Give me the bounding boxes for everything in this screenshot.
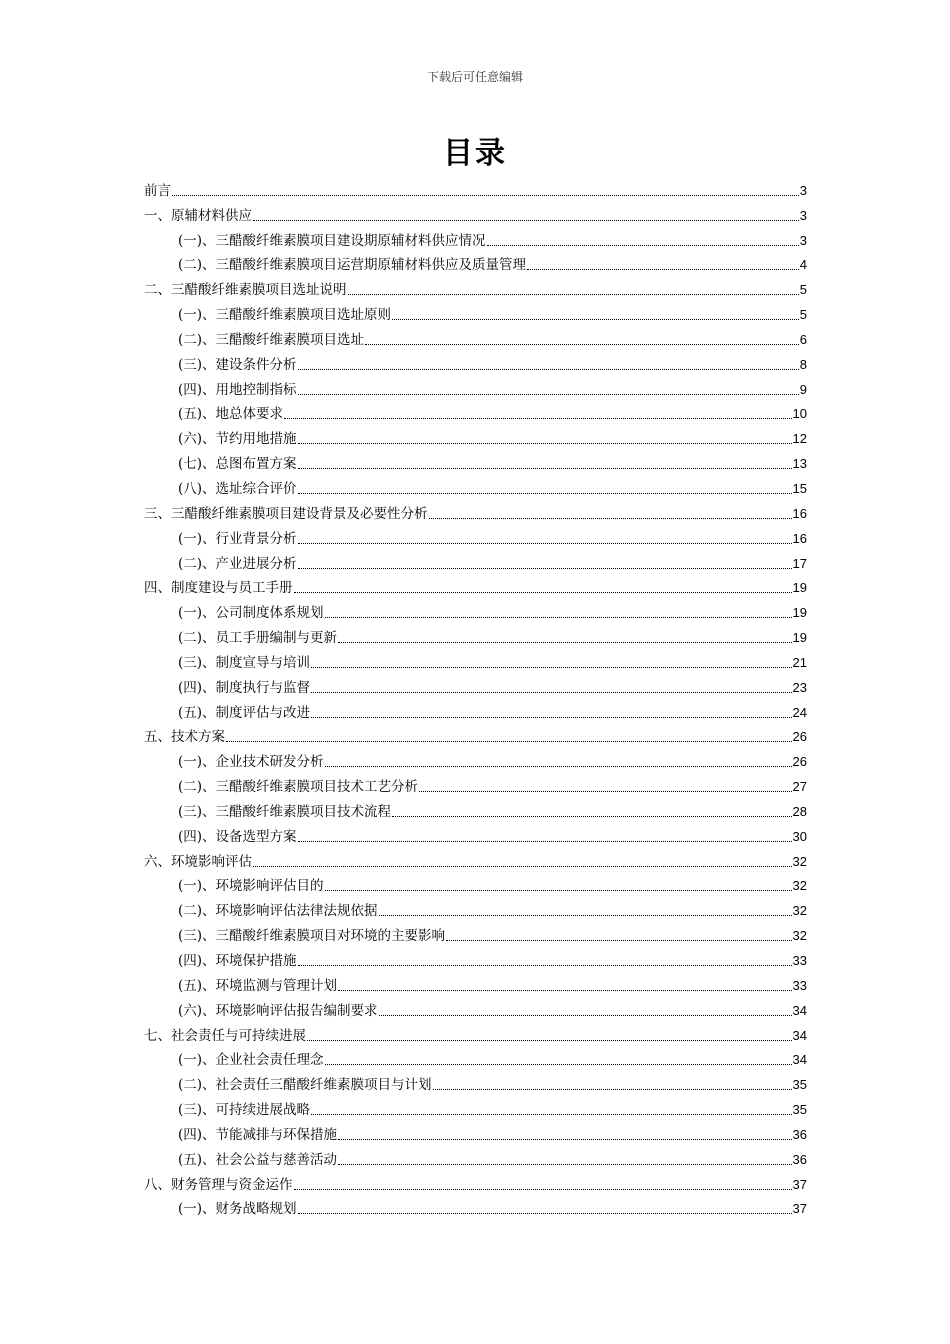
toc-entry-page-number: 33: [792, 953, 807, 968]
toc-dot-leader: [325, 1063, 792, 1065]
toc-dot-leader: [298, 964, 792, 966]
toc-entry-label: (一)、企业技术研发分析: [178, 754, 324, 771]
toc-entry[interactable]: [144, 970, 807, 995]
toc-dot-leader: [311, 666, 791, 668]
toc-dot-leader: [487, 244, 799, 246]
toc-entry-page-number: 32: [792, 853, 807, 869]
toc-dot-leader: [433, 1088, 792, 1090]
toc-entry-page-number: 8: [799, 356, 807, 372]
toc-entry-page-number: 4: [799, 257, 807, 273]
toc-entry[interactable]: [144, 349, 807, 374]
toc-dot-leader: [379, 914, 792, 916]
toc-entry[interactable]: [144, 1194, 807, 1219]
toc-entry[interactable]: [144, 175, 807, 200]
toc-entry-label: (四)、节能减排与环保措施: [178, 1126, 338, 1143]
toc-entry-page-number: 24: [792, 704, 807, 720]
toc-entry[interactable]: [144, 498, 807, 523]
toc-dot-leader: [307, 1039, 792, 1041]
toc-entry-label: 一、原辅材料供应: [144, 207, 252, 224]
toc-entry-label: (二)、产业进展分析: [178, 555, 297, 572]
toc-entry[interactable]: [144, 399, 807, 424]
toc-entry-page-number: 26: [792, 729, 807, 745]
toc-entry-page-number: 23: [792, 679, 807, 695]
toc-entry-page-number: 6: [799, 331, 807, 347]
toc-entry[interactable]: [144, 796, 807, 821]
toc-entry-page-number: 33: [792, 977, 807, 993]
toc-entry-label: (三)、可持续进展战略: [178, 1102, 311, 1119]
toc-entry-page-number: 3: [799, 182, 807, 198]
toc-entry-page-number: 19: [792, 630, 807, 646]
toc-entry-label: (七)、总图布置方案: [178, 456, 297, 473]
toc-entry-page-number: 5: [799, 307, 807, 323]
toc-entry[interactable]: [144, 1119, 807, 1144]
toc-dot-leader: [253, 865, 792, 867]
toc-entry[interactable]: [144, 895, 807, 920]
toc-entry[interactable]: [144, 597, 807, 622]
toc-entry-page-number: 34: [792, 1027, 807, 1043]
toc-entry[interactable]: [144, 299, 807, 324]
toc-entry-label: (一)、环境影响评估目的: [178, 878, 324, 895]
toc-entry-label: 前言: [144, 182, 171, 199]
toc-entry-page-number: 19: [792, 580, 807, 596]
toc-entry[interactable]: [144, 771, 807, 796]
toc-entry-page-number: 34: [792, 1002, 807, 1018]
toc-entry-page-number: 35: [792, 1077, 807, 1093]
toc-entry-label: (三)、建设条件分析: [178, 356, 297, 373]
toc-dot-leader: [253, 219, 799, 221]
toc-entry-label: (二)、三醋酸纤维素膜项目选址: [178, 331, 365, 348]
toc-entry[interactable]: [144, 945, 807, 970]
toc-entry-label: (二)、三醋酸纤维素膜项目技术工艺分析: [178, 779, 419, 796]
toc-entry[interactable]: [144, 448, 807, 473]
toc-entry-label: 五、技术方案: [144, 729, 225, 746]
toc-entry[interactable]: [144, 1045, 807, 1070]
toc-dot-leader: [446, 939, 791, 941]
toc-dot-leader: [527, 268, 799, 270]
toc-entry-page-number: 19: [792, 605, 807, 621]
toc-dot-leader: [298, 840, 792, 842]
table-of-contents: [144, 175, 807, 1218]
toc-entry[interactable]: [144, 846, 807, 871]
toc-entry-page-number: 35: [792, 1102, 807, 1118]
toc-entry[interactable]: [144, 672, 807, 697]
toc-entry[interactable]: [144, 250, 807, 275]
toc-dot-leader: [365, 343, 799, 345]
toc-entry-page-number: 16: [792, 505, 807, 521]
toc-entry-page-number: 13: [792, 456, 807, 472]
toc-entry-label: (五)、地总体要求: [178, 406, 284, 423]
toc-dot-leader: [298, 442, 792, 444]
toc-entry-label: (五)、社会公益与慈善活动: [178, 1151, 338, 1168]
toc-dot-leader: [325, 616, 792, 618]
toc-entry[interactable]: [144, 374, 807, 399]
toc-entry-label: (三)、三醋酸纤维素膜项目技术流程: [178, 803, 392, 820]
toc-dot-leader: [298, 368, 799, 370]
toc-entry-label: (一)、行业背景分析: [178, 530, 297, 547]
toc-dot-leader: [392, 318, 799, 320]
toc-entry-label: (四)、用地控制指标: [178, 381, 297, 398]
toc-dot-leader: [298, 567, 792, 569]
toc-entry[interactable]: [144, 647, 807, 672]
toc-dot-leader: [338, 989, 791, 991]
toc-entry-label: (二)、社会责任三醋酸纤维素膜项目与计划: [178, 1077, 432, 1094]
toc-dot-leader: [348, 293, 799, 295]
toc-entry-label: (四)、环境保护措施: [178, 953, 297, 969]
toc-entry-label: (六)、节约用地措施: [178, 431, 297, 448]
toc-entry-page-number: 37: [792, 1201, 807, 1217]
toc-dot-leader: [294, 591, 792, 593]
toc-entry[interactable]: [144, 1069, 807, 1094]
toc-entry-page-number: 21: [792, 654, 807, 670]
toc-entry-page-number: 32: [792, 928, 807, 944]
toc-dot-leader: [172, 194, 799, 196]
toc-dot-leader: [284, 417, 791, 419]
toc-dot-leader: [298, 492, 792, 494]
toc-entry-label: (二)、三醋酸纤维素膜项目运营期原辅材料供应及质量管理: [178, 257, 527, 274]
toc-entry-page-number: 5: [799, 282, 807, 298]
toc-entry[interactable]: [144, 548, 807, 573]
toc-entry-label: (五)、制度评估与改进: [178, 704, 311, 721]
toc-entry-label: 二、三醋酸纤维素膜项目选址说明: [144, 282, 347, 299]
toc-entry-label: (五)、环境监测与管理计划: [178, 977, 338, 994]
toc-entry[interactable]: [144, 746, 807, 771]
toc-entry-page-number: 10: [792, 406, 807, 422]
toc-entry-label: (二)、环境影响评估法律法规依据: [178, 903, 378, 920]
toc-dot-leader: [294, 1188, 792, 1190]
toc-entry-label: 四、制度建设与员工手册: [144, 580, 293, 597]
toc-entry-label: (八)、选址综合评价: [178, 480, 297, 497]
toc-entry-label: (三)、三醋酸纤维素膜项目对环境的主要影响: [178, 928, 446, 945]
toc-entry[interactable]: [144, 473, 807, 498]
toc-entry-page-number: 32: [792, 878, 807, 894]
toc-entry-label: (一)、三醋酸纤维素膜项目选址原则: [178, 307, 392, 324]
toc-entry[interactable]: [144, 622, 807, 647]
toc-entry[interactable]: [144, 324, 807, 349]
toc-entry-page-number: 37: [792, 1176, 807, 1192]
toc-entry[interactable]: [144, 523, 807, 548]
toc-entry-label: 六、环境影响评估: [144, 853, 252, 870]
toc-entry-label: (一)、三醋酸纤维素膜项目建设期原辅材料供应情况: [178, 232, 486, 249]
toc-dot-leader: [338, 1163, 791, 1165]
toc-entry-label: (二)、员工手册编制与更新: [178, 630, 338, 647]
toc-entry-page-number: 27: [792, 779, 807, 795]
toc-entry-label: 八、财务管理与资金运作: [144, 1176, 293, 1193]
toc-entry-label: (一)、财务战略规划: [178, 1201, 297, 1218]
toc-dot-leader: [298, 467, 792, 469]
toc-dot-leader: [311, 1113, 791, 1115]
toc-entry[interactable]: [144, 871, 807, 896]
toc-entry[interactable]: [144, 274, 807, 299]
toc-entry[interactable]: [144, 1144, 807, 1169]
toc-entry[interactable]: [144, 573, 807, 598]
toc-entry[interactable]: [144, 225, 807, 250]
toc-entry-label: (三)、制度宣导与培训: [178, 654, 311, 671]
toc-entry-page-number: 34: [792, 1052, 807, 1068]
toc-dot-leader: [379, 1014, 792, 1016]
toc-dot-leader: [311, 691, 791, 693]
toc-entry-label: (一)、企业社会责任理念: [178, 1052, 324, 1069]
toc-entry-page-number: 32: [792, 903, 807, 919]
toc-entry-label: (一)、公司制度体系规划: [178, 605, 324, 622]
toc-entry-page-number: 28: [792, 803, 807, 819]
toc-dot-leader: [429, 517, 792, 519]
toc-entry-page-number: 3: [799, 207, 807, 223]
toc-entry-page-number: 36: [792, 1151, 807, 1167]
toc-entry-page-number: 9: [799, 381, 807, 397]
header-note: 下载后可任意编辑: [426, 70, 523, 84]
toc-entry-page-number: 17: [792, 555, 807, 571]
toc-entry[interactable]: [144, 1094, 807, 1119]
toc-dot-leader: [298, 393, 799, 395]
toc-entry-page-number: 16: [792, 530, 807, 546]
toc-dot-leader: [298, 542, 792, 544]
toc-entry-label: (六)、环境影响评估报告编制要求: [178, 1002, 378, 1019]
toc-entry-page-number: 12: [792, 431, 807, 447]
toc-entry-label: 七、社会责任与可持续进展: [144, 1027, 306, 1044]
toc-entry[interactable]: [144, 697, 807, 722]
toc-entry[interactable]: [144, 1020, 807, 1045]
toc-dot-leader: [325, 765, 792, 767]
toc-entry-page-number: 36: [792, 1126, 807, 1142]
toc-entry-page-number: 30: [792, 828, 807, 844]
toc-entry-label: 三、三醋酸纤维素膜项目建设背景及必要性分析: [144, 505, 428, 522]
page-title: 目录: [443, 136, 507, 171]
toc-entry[interactable]: [144, 722, 807, 747]
toc-entry-page-number: 3: [799, 232, 807, 248]
toc-entry[interactable]: [144, 995, 807, 1020]
toc-entry[interactable]: [144, 200, 807, 225]
toc-entry-page-number: 26: [792, 754, 807, 770]
toc-entry[interactable]: [144, 920, 807, 945]
toc-dot-leader: [325, 889, 792, 891]
toc-dot-leader: [311, 716, 791, 718]
toc-dot-leader: [392, 815, 791, 817]
toc-entry-label: (四)、制度执行与监督: [178, 679, 311, 696]
toc-entry-page-number: 15: [792, 480, 807, 496]
toc-dot-leader: [419, 790, 791, 792]
toc-dot-leader: [338, 1138, 791, 1140]
toc-dot-leader: [298, 1212, 792, 1214]
toc-entry[interactable]: [144, 423, 807, 448]
toc-entry-label: (四)、设备选型方案: [178, 828, 297, 845]
toc-entry[interactable]: [144, 821, 807, 846]
toc-dot-leader: [226, 740, 792, 742]
toc-entry[interactable]: [144, 1169, 807, 1194]
toc-dot-leader: [338, 641, 791, 643]
